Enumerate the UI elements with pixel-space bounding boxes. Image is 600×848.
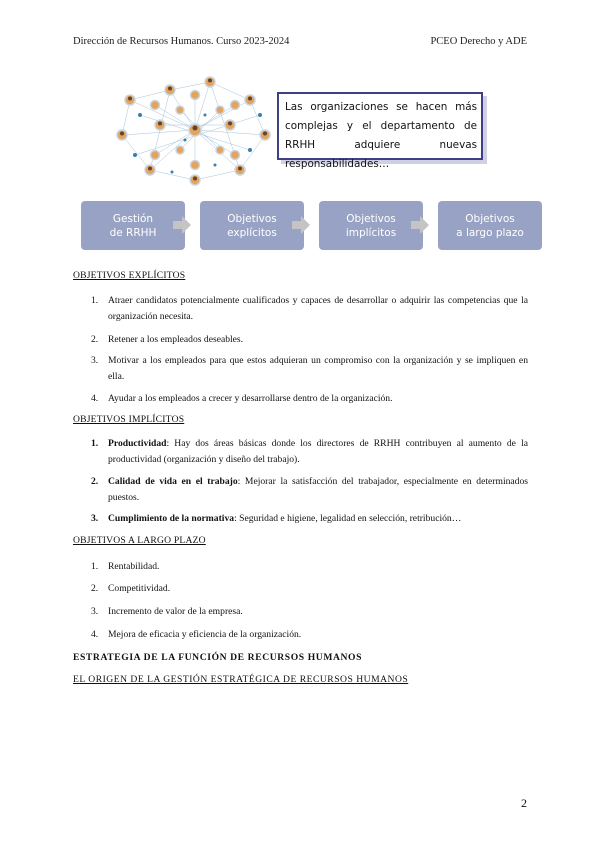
flow-step-explicitos bbox=[200, 201, 304, 250]
flow-step-label: Gestión de RRHH bbox=[109, 212, 157, 239]
header-degree: PCEO Derecho y ADE bbox=[430, 36, 527, 47]
callout-text: Las organizaciones se hacen más complejas y el departamento de RRHH adquiere nuevas responsabilidades… bbox=[285, 101, 477, 170]
people-network-illustration bbox=[110, 70, 280, 190]
list-item: 2. Calidad de vida en el trabajo: Mejorar la satisfacción del trabajador, especialmente en determinados puestos. bbox=[91, 476, 528, 503]
arrow-right-icon bbox=[411, 216, 429, 234]
list-item: 2. Competitividad. bbox=[91, 583, 171, 594]
flow-step-largo-plazo bbox=[438, 201, 542, 250]
flow-step-label: Objetivos a largo plazo bbox=[456, 212, 524, 239]
list-item: 1. Atraer candidatos potencialmente cualificados y capaces de desarrollar o adquirir las competencias que la organización necesita. bbox=[91, 295, 528, 322]
list-item: 2. Retener a los empleados deseables. bbox=[91, 334, 244, 345]
list-item: 3. Cumplimiento de la normativa: Seguridad e higiene, legalidad en selección, retribución… bbox=[91, 513, 462, 524]
arrow-right-icon bbox=[292, 216, 310, 234]
subheading-origen-gestion: EL ORIGEN DE LA GESTIÓN ESTRATÉGICA DE RECURSOS HUMANOS bbox=[73, 674, 409, 685]
flow-step-implicitos bbox=[319, 201, 423, 250]
term-productividad: Productividad bbox=[108, 438, 167, 449]
section-title-implicitos: OBJETIVOS IMPLÍCITOS bbox=[73, 414, 185, 425]
list-item: 3. Incremento de valor de la empresa. bbox=[91, 606, 243, 617]
section-title-largo-plazo: OBJETIVOS A LARGO PLAZO bbox=[73, 535, 206, 546]
list-item: 1. Rentabilidad. bbox=[91, 561, 160, 572]
term-calidad-vida: Calidad de vida en el trabajo bbox=[108, 476, 238, 487]
flow-step-label: Objetivos implícitos bbox=[345, 212, 397, 239]
flow-step-gestion bbox=[81, 201, 185, 250]
header-course-title: Dirección de Recursos Humanos. Curso 2023-2024 bbox=[73, 36, 290, 47]
term-cumplimiento-normativa: Cumplimiento de la normativa bbox=[108, 513, 235, 524]
list-item: 1. Productividad: Hay dos áreas básicas donde los directores de RRHH contribuyen al aumento de la productividad (organización y diseño del trabajo). bbox=[91, 438, 528, 465]
arrow-right-icon bbox=[173, 216, 191, 234]
list-item: 4. Mejora de eficacia y eficiencia de la organización. bbox=[91, 629, 302, 640]
page-number: 2 bbox=[521, 796, 527, 810]
flow-step-label: Objetivos explícitos bbox=[227, 212, 277, 239]
callout-box bbox=[277, 92, 483, 170]
section-title-explicitos: OBJETIVOS EXPLÍCITOS bbox=[73, 270, 186, 281]
list-item: 4. Ayudar a los empleados a crecer y desarrollarse dentro de la organización. bbox=[91, 393, 393, 404]
list-item: 3. Motivar a los empleados para que estos adquieran un compromiso con la organización y se impliquen en ella. bbox=[91, 355, 528, 382]
heading-estrategia: ESTRATEGIA DE LA FUNCIÓN DE RECURSOS HUMANOS bbox=[73, 652, 363, 663]
